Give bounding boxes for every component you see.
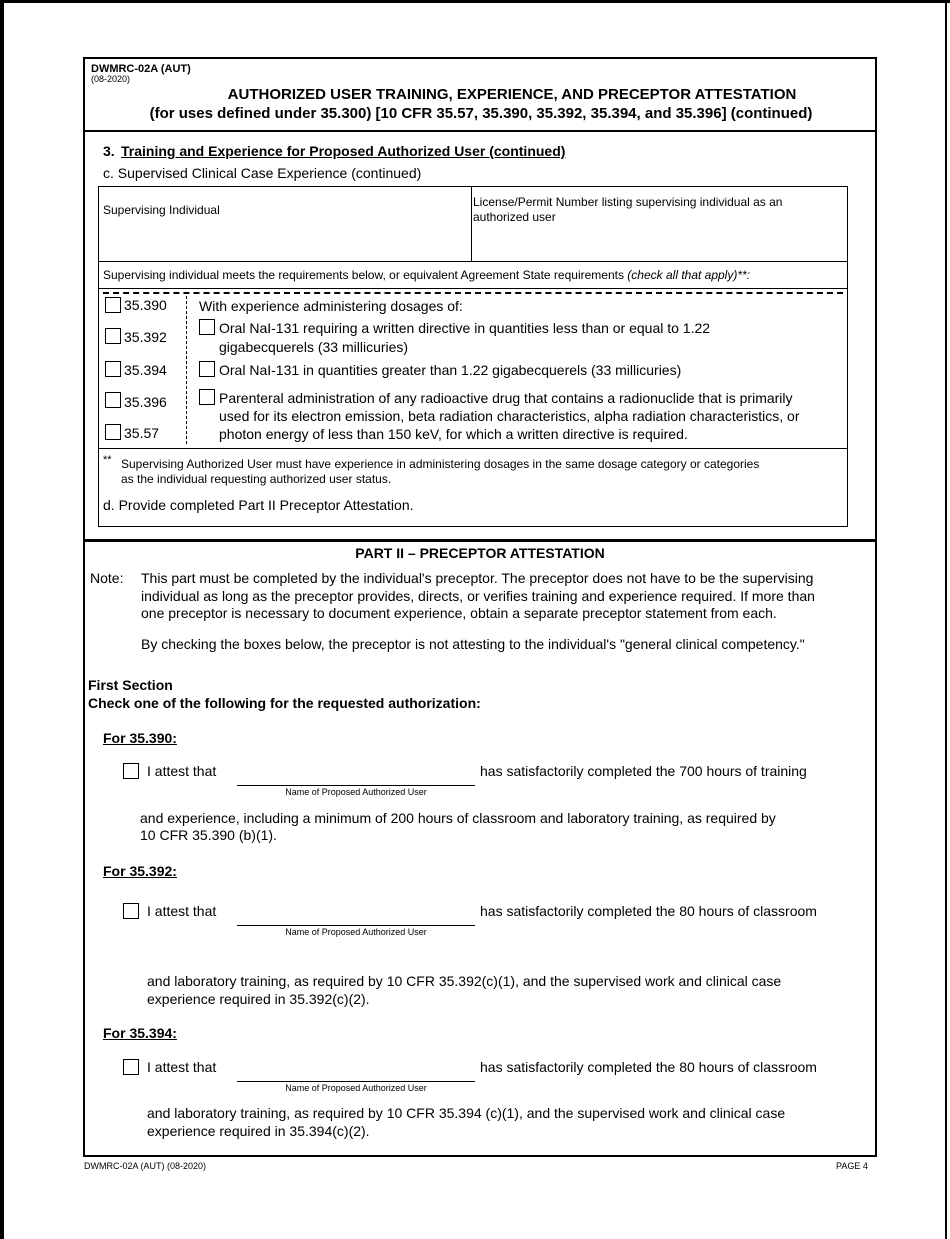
fields-bottom-line xyxy=(98,261,848,262)
checkbox-35-392[interactable] xyxy=(105,328,121,344)
part2-divider xyxy=(84,539,876,542)
for-35-392-heading: For 35.392: xyxy=(103,863,177,879)
page-edge-top xyxy=(0,0,950,3)
checkbox-attest-35-394[interactable] xyxy=(123,1059,139,1075)
section3-heading: Training and Experience for Proposed Authorized User (continued) xyxy=(121,143,566,159)
form-id: DWMRC-02A (AUT) xyxy=(91,63,191,75)
checkbox-attest-35-390[interactable] xyxy=(123,763,139,779)
form-date: (08-2020) xyxy=(91,74,131,84)
cfr-option-label: 35.396 xyxy=(124,394,167,410)
requirements-bottom-line xyxy=(98,288,848,289)
attest-tail-394: has satisfactorily completed the 80 hours of classroom xyxy=(480,1059,817,1075)
section3-number: 3. xyxy=(103,143,115,159)
checkbox-35-57[interactable] xyxy=(105,424,121,440)
subsection-c-label: c. Supervised Clinical Case Experience (continued) xyxy=(103,165,422,181)
supervising-individual-label: Supervising Individual xyxy=(103,203,220,217)
part2-title: PART II – PRECEPTOR ATTESTATION xyxy=(355,545,605,561)
for-35-394-heading: For 35.394: xyxy=(103,1025,177,1041)
body-390-line-2: 10 CFR 35.390 (b)(1). xyxy=(140,827,277,843)
checkbox-dosage-oral-le[interactable] xyxy=(199,319,215,335)
page-edge-left xyxy=(0,0,4,1239)
body-392-line-1: and laboratory training, as required by 10 CFR 35.392(c)(1), and the supervised work and clinical case xyxy=(147,973,782,989)
checkbox-dosage-oral-gt[interactable] xyxy=(199,361,215,377)
dosage-3-line-1: Parenteral administration of any radioactive drug that contains a radionuclide that is primarily xyxy=(219,390,793,406)
for-35-390-heading: For 35.390: xyxy=(103,730,177,746)
page-edge-right xyxy=(945,0,947,1239)
note-line-2: individual as long as the preceptor provides, directs, or verifies training and experience required. If more than xyxy=(141,588,815,604)
attest-tail-392: has satisfactorily completed the 80 hours of classroom xyxy=(480,903,817,919)
subsection-d: d. Provide completed Part II Preceptor Attestation. xyxy=(103,497,414,513)
check-one-heading: Check one of the following for the requested authorization: xyxy=(88,695,481,711)
proposed-user-name-input-392[interactable] xyxy=(237,902,475,924)
body-394-line-2: experience required in 35.394(c)(2). xyxy=(147,1123,370,1139)
name-underline xyxy=(237,785,475,786)
cfr-option-label: 35.390 xyxy=(124,297,167,313)
form-subtitle: (for uses defined under 35.300) [10 CFR 35.57, 35.390, 35.392, 35.394, and 35.396] (continued) xyxy=(149,105,813,122)
name-caption: Name of Proposed Authorized User xyxy=(285,927,427,937)
column-dash-divider xyxy=(186,296,187,444)
license-number-field[interactable] xyxy=(476,228,841,258)
dosage-3-line-2: used for its electron emission, beta radiation characteristics, alpha radiation characteristics, or xyxy=(219,408,800,424)
checkbox-dosage-parenteral[interactable] xyxy=(199,389,215,405)
body-394-line-1: and laboratory training, as required by 10 CFR 35.394 (c)(1), and the supervised work and clinical case xyxy=(147,1105,786,1121)
note-label: Note: xyxy=(90,570,124,586)
field-divider xyxy=(471,186,472,262)
checkbox-35-390[interactable] xyxy=(105,297,121,313)
footnote-line-2: as the individual requesting authorized user status. xyxy=(121,472,392,486)
cfr-option-label: 35.394 xyxy=(124,362,167,378)
dashed-separator xyxy=(103,292,843,294)
checkbox-attest-35-392[interactable] xyxy=(123,903,139,919)
proposed-user-name-input-394[interactable] xyxy=(237,1058,475,1080)
checkbox-35-396[interactable] xyxy=(105,392,121,408)
supervising-individual-field[interactable] xyxy=(103,220,463,256)
cfr-option-label: 35.57 xyxy=(124,425,160,441)
footnote-mark: ** xyxy=(103,454,112,466)
license-label-1: License/Permit Number listing supervising individual as an xyxy=(473,195,783,209)
checkbox-35-394[interactable] xyxy=(105,361,121,377)
dosage-bottom-line xyxy=(98,448,848,449)
cfr-option-label: 35.392 xyxy=(124,329,167,345)
footnote-line-1: Supervising Authorized User must have experience in administering dosages in the same dosage category or categories xyxy=(121,457,760,471)
footer-page-number: PAGE 4 xyxy=(836,1161,868,1171)
body-392-line-2: experience required in 35.392(c)(2). xyxy=(147,991,370,1007)
attest-tail-390: has satisfactorily completed the 700 hours of training xyxy=(480,763,807,779)
requirements-check-all: (check all that apply)**: xyxy=(627,268,751,282)
dosage-1-line-2: gigabecquerels (33 millicuries) xyxy=(219,339,409,355)
note-line-1: This part must be completed by the individual's preceptor. The preceptor does not have to be the supervising xyxy=(141,570,814,586)
header-divider xyxy=(84,130,876,132)
dosage-3-line-3: photon energy of less than 150 keV, for which a written directive is required. xyxy=(219,426,688,442)
footer-form-ref: DWMRC-02A (AUT) (08-2020) xyxy=(84,1161,207,1171)
note-line-4: By checking the boxes below, the preceptor is not attesting to the individual's "general clinical competency." xyxy=(141,636,805,652)
name-caption: Name of Proposed Authorized User xyxy=(285,787,427,797)
name-underline xyxy=(237,1081,475,1082)
license-label-2: authorized user xyxy=(473,210,556,224)
proposed-user-name-input-390[interactable] xyxy=(237,762,475,784)
dosage-2: Oral NaI-131 in quantities greater than 1.22 gigabecquerels (33 millicuries) xyxy=(219,362,682,378)
dosage-1-line-1: Oral NaI-131 requiring a written directive in quantities less than or equal to 1.22 xyxy=(219,320,711,336)
body-390-line-1: and experience, including a minimum of 200 hours of classroom and laboratory training, as required by xyxy=(140,810,776,826)
experience-lead: With experience administering dosages of: xyxy=(199,298,463,314)
requirements-line xyxy=(103,268,750,282)
attest-label: I attest that xyxy=(147,1059,217,1075)
name-caption: Name of Proposed Authorized User xyxy=(285,1083,427,1093)
name-underline xyxy=(237,925,475,926)
form-title: AUTHORIZED USER TRAINING, EXPERIENCE, AND PRECEPTOR ATTESTATION xyxy=(227,86,797,103)
attest-label: I attest that xyxy=(147,903,217,919)
requirements-lead: Supervising individual meets the requirements below, or equivalent Agreement State requirements xyxy=(103,268,628,282)
first-section-heading: First Section xyxy=(88,677,173,693)
attest-label: I attest that xyxy=(147,763,217,779)
note-line-3: one preceptor is necessary to document experience, obtain a separate preceptor statement from each. xyxy=(141,605,777,621)
